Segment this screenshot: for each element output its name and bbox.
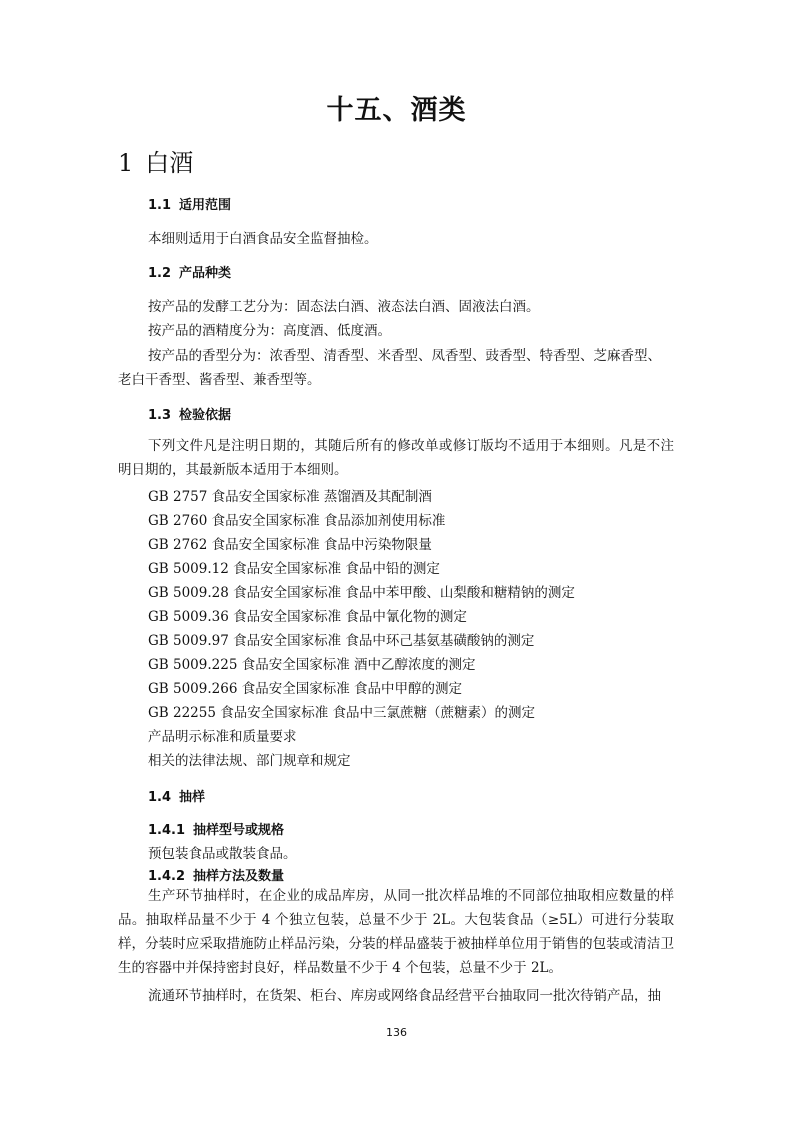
subsection-heading-scope bbox=[148, 194, 231, 213]
page-number: 136 bbox=[386, 1026, 407, 1039]
subsection-title: 抽样 bbox=[179, 790, 206, 805]
standard-item: GB 5009.266 食品安全国家标准 食品中甲醇的测定 bbox=[148, 681, 462, 697]
subsection-number: 1.3 bbox=[148, 408, 172, 423]
standard-item: GB 5009.225 食品安全国家标准 酒中乙醇浓度的测定 bbox=[148, 657, 476, 673]
category-line: 按产品的酒精度分为：高度酒、低度酒。 bbox=[148, 323, 391, 339]
subsection-number: 1.2 bbox=[148, 266, 172, 281]
method-paragraph: 流通环节抽样时，在货架、柜台、库房或网络食品经营平台抽取同一批次待销产品，抽 bbox=[148, 988, 661, 1004]
subsubsection-title: 抽样方法及数量 bbox=[193, 869, 285, 884]
subsection-title: 产品种类 bbox=[179, 266, 232, 281]
basis-intro: 下列文件凡是注明日期的，其随后所有的修改单或修订版均不适用于本细则。凡是不注明日期的，其最新版本适用于本细则。 bbox=[118, 438, 674, 478]
category-line: 按产品的香型分为：浓香型、清香型、米香型、凤香型、豉香型、特香型、芝麻香型、 bbox=[148, 348, 661, 364]
subsection-title: 检验依据 bbox=[179, 408, 232, 423]
subsection-number: 1.1 bbox=[148, 198, 172, 213]
standard-item: GB 2757 食品安全国家标准 蒸馏酒及其配制酒 bbox=[148, 489, 432, 505]
chapter-title: 十五、酒类 bbox=[326, 95, 467, 126]
subsection-title: 适用范围 bbox=[179, 198, 232, 213]
standard-item: GB 5009.28 食品安全国家标准 食品中苯甲酸、山梨酸和糖精钠的测定 bbox=[148, 585, 575, 601]
standard-item: GB 2762 食品安全国家标准 食品中污染物限量 bbox=[148, 537, 432, 553]
standard-item: GB 2760 食品安全国家标准 食品添加剂使用标准 bbox=[148, 513, 446, 529]
category-line: 老白干香型、酱香型、兼香型等。 bbox=[118, 372, 321, 388]
standard-item: 相关的法律法规、部门规章和规定 bbox=[148, 753, 351, 769]
standard-item: GB 5009.12 食品安全国家标准 食品中铅的测定 bbox=[148, 561, 440, 577]
subsubsection-heading-model bbox=[148, 819, 284, 838]
section-number: 1 bbox=[118, 149, 134, 177]
model-text: 预包装食品或散装食品。 bbox=[148, 846, 297, 862]
subsection-heading-sampling bbox=[148, 786, 205, 805]
category-line: 按产品的发酵工艺分为：固态法白酒、液态法白酒、固液法白酒。 bbox=[148, 299, 540, 315]
scope-text: 本细则适用于白酒食品安全监督抽检。 bbox=[148, 231, 378, 247]
standard-item: GB 5009.97 食品安全国家标准 食品中环己基氨基磺酸钠的测定 bbox=[148, 633, 535, 649]
method-paragraph: 生产环节抽样时，在企业的成品库房，从同一批次样品堆的不同部位抽取相应数量的样品。抽取样品量不少于 4 个独立包装，总量不少于 2L。大包装食品（≥5L）可进行分装取样，分装时应采取措施防止样品污染，分装的样品盛装于被抽样单位用于销售的包装或清洁卫生的容器中并保持密封良好，样品数量不少于 4 个包装，总量不少于 2L。 bbox=[118, 888, 674, 976]
standard-item: GB 5009.36 食品安全国家标准 食品中氰化物的测定 bbox=[148, 609, 467, 625]
section-title: 白酒 bbox=[145, 149, 194, 177]
subsubsection-heading-method bbox=[148, 865, 284, 884]
standard-item: GB 22255 食品安全国家标准 食品中三氯蔗糖（蔗糖素）的测定 bbox=[148, 705, 536, 721]
subsubsection-title: 抽样型号或规格 bbox=[193, 823, 285, 838]
subsubsection-number: 1.4.2 bbox=[148, 869, 186, 884]
standard-item: 产品明示标准和质量要求 bbox=[148, 729, 297, 745]
subsubsection-number: 1.4.1 bbox=[148, 823, 186, 838]
section-heading bbox=[118, 143, 193, 178]
subsection-number: 1.4 bbox=[148, 790, 172, 805]
subsection-heading-basis bbox=[148, 404, 231, 423]
subsection-heading-categories bbox=[148, 262, 231, 281]
